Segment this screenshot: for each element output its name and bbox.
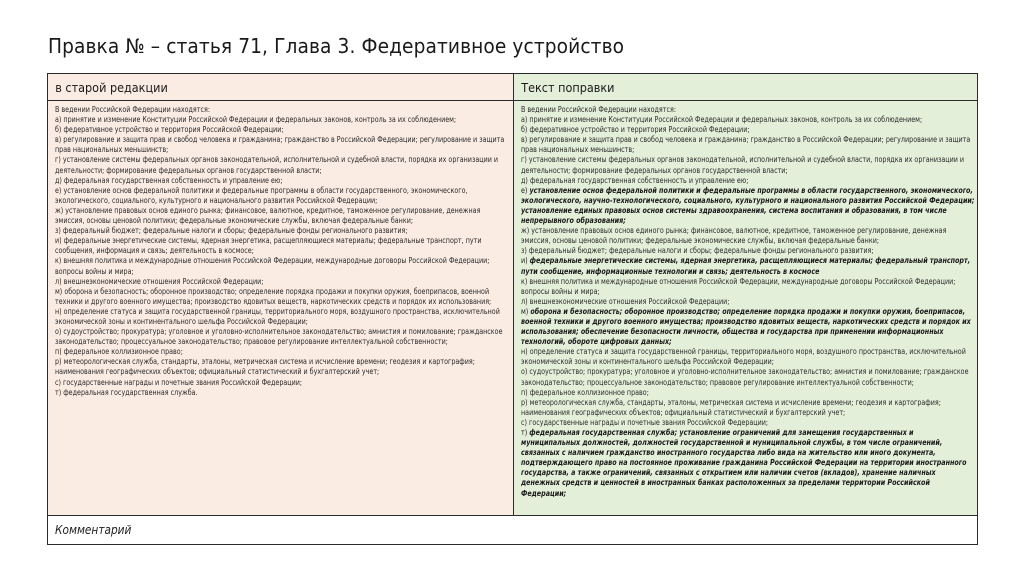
new-item: [521, 277, 975, 297]
new-item: [521, 398, 975, 418]
item-text: внешнеэкономические отношения Российской Федерации;: [529, 296, 730, 306]
new-item-changed: [521, 307, 975, 347]
new-item: [521, 347, 975, 367]
header-old-label: в старой редакции: [55, 80, 168, 95]
item-label: б): [521, 125, 530, 135]
item-label: р): [521, 397, 530, 407]
new-intro: В ведении Российской Федерации находятся:: [521, 105, 676, 114]
item-text: судоустройство; прокуратура; уголовное и уголовно-исполнительное законодательство; амнистия и помилование; гражданское законодательство; процессуальное законодательство; правовое регулирование интеллектуальной собственности;: [521, 367, 969, 387]
old-edition-cell: [48, 101, 514, 516]
new-item: [521, 125, 975, 135]
old-item: е) установление основ федеральной политики и федеральные программы в области государственного, экономического, экологического, социального, культурного и национального развития Российской Федерации;: [55, 185, 468, 205]
item-text: федеральные энергетические системы, ядерная энергетика, расщепляющиеся материалы; федеральный транспорт, пути сообщение, информационные технологии и связь; деятельность в космосе: [521, 256, 971, 276]
old-item: ж) установление правовых основ единого рынка; финансовое, валютное, кредитное, таможенное регулирование, денежная эмиссия, основы ценовой политики; федеральные экономические службы, включая федеральные банки;: [55, 205, 481, 226]
item-text: федеральный бюджет; федеральные налоги и сборы; федеральные фонды регионального развития;: [528, 246, 874, 256]
item-label: д): [521, 175, 530, 185]
new-item: [521, 135, 975, 155]
header-old-edition: [48, 74, 514, 101]
old-edition-text: [55, 105, 509, 398]
comment-label: Комментарий: [55, 523, 132, 537]
old-item: к) внешняя политика и международные отношения Российской Федерации, международные договоры Российской Федерации; вопросы войны и мира;: [55, 256, 490, 276]
item-text: установление правовых основ единого рынка; финансовое, валютное, кредитное, таможенное регулирование, денежная эмиссия, основы ценовой политики; федеральные экономические службы, включая федеральные банки;: [521, 226, 947, 246]
item-text: федеральная государственная собственность и управление ею;: [529, 175, 749, 185]
item-label: и): [521, 256, 530, 266]
item-text: федеративное устройство и территория Российской Федерации;: [529, 125, 750, 135]
new-item-changed: [521, 428, 975, 499]
new-item: [521, 367, 975, 387]
new-item: [521, 226, 975, 246]
item-text: принятие и изменение Конституции Российской Федерации и федеральных законов, контроль за их соблюдением;: [529, 115, 923, 125]
header-amendment-text: [514, 74, 977, 101]
new-item: [521, 176, 975, 186]
item-label: з): [521, 246, 529, 256]
old-intro: В ведении Российской Федерации находятся:: [55, 105, 210, 114]
old-item: и) федеральные энергетические системы, ядерная энергетика, расщепляющиеся материалы; федеральные транспорт, пути сообщения, информация и связь; деятельность в космосе;: [55, 236, 482, 256]
page-title: Правка № – статья 71, Глава 3. Федеративное устройство: [48, 34, 625, 58]
item-text: регулирование и защита прав и свобод человека и гражданина; гражданство в Российской Федерации; регулирование и защита прав национальных меньшинств;: [521, 135, 971, 155]
item-text: определение статуса и защита государственной границы, территориального моря, воздушного пространства, исключительной экономической зоны и континентального шельфа Российской Федерации;: [521, 347, 966, 367]
item-text: метеорологическая служба, стандарты, эталоны, метрическая система и исчисление времени; геодезия и картография; наименования географических объектов; официальный статистический и бухгалтерский учет;: [521, 397, 941, 417]
old-item: д) федеральная государственная собственность и управление ею;: [55, 175, 283, 185]
comment-row: [48, 516, 977, 544]
item-text: установление системы федеральных органов законодательной, исполнительной и судебной власти, порядка их организации и деятельности; формирование федеральных органов государственной власти;: [521, 155, 965, 175]
item-label: т): [521, 428, 530, 437]
old-item: с) государственные награды и почетные звания Российской Федерации;: [55, 377, 303, 387]
old-item: р) метеорологическая служба, стандарты, эталоны, метрическая система и исчисление времени; геодезия и картография; наименования географических объектов; официальный статистический и бухгалтерский учет;: [55, 357, 475, 377]
new-item: [521, 418, 975, 428]
item-label: л): [521, 296, 530, 306]
old-item: о) судоустройство; прокуратура; уголовное и уголовно-исполнительное законодательство; амнистия и помилование; гражданское законодательство; процессуальное законодательство; правовое регулирование интеллектуальной собственности;: [55, 327, 503, 347]
item-label: е): [521, 185, 530, 195]
new-item-changed: [521, 256, 975, 276]
old-item: п) федеральное коллизионное право;: [55, 347, 183, 357]
new-item: [521, 388, 975, 398]
old-item: н) определение статуса и защита государственной границы, территориального моря, воздушного пространства, исключительной экономической зоны и континентального шельфа Российской Федерации;: [55, 306, 500, 326]
new-item: [521, 115, 975, 125]
comparison-table: [47, 73, 978, 545]
item-text: федеральное коллизионное право;: [529, 387, 649, 397]
new-item: [521, 297, 975, 307]
item-label: к): [521, 276, 530, 286]
item-label: в): [521, 135, 530, 145]
item-text: оборона и безопасность; оборонное производство; определение порядка продажи и покупки оружия, боеприпасов, военной техники и другого военного имущества; производство ядовитых веществ, наркотических средств и порядок их использования; обеспечение безопасности личности, общества и государства при применении информационных технологий, обороте цифровых данных;: [521, 306, 971, 347]
old-item: м) оборона и безопасность; оборонное производство; определение порядка продажи и покупки оружия, боеприпасов, военной техники и другого военного имущества; производство ядовитых веществ, наркотических средств и порядок их использования;: [55, 286, 492, 306]
item-label: н): [521, 347, 530, 357]
item-text: федеральная государственная служба; установление ограничений для замещения государственных и муниципальных должностей, должностей государственной и муниципальной службы, в том числе ограничений, связанных с наличием гражданство иностранного государства либо вида на жительство или иного документа, подтверждающего право на постоянное проживание гражданина Российской Федерации на территории иностранного государства, а также ограничений, связанных с открытием или наличии счетов (вкладов), хранение наличных денежных средств и ценностей в иностранных банках расположенных за пределами территории Российской Федерации;: [521, 428, 967, 498]
old-item: г) установление системы федеральных органов законодательной, исполнительной и судебной власти, порядка их организации и деятельности; формирование федеральных органов государственной власти;: [55, 155, 499, 175]
amendment-text: [521, 105, 975, 499]
item-label: г): [521, 155, 529, 165]
old-item: б) федеративное устройство и территория Российской Федерации;: [55, 125, 284, 135]
old-item: в) регулирование и защита прав и свобод человека и гражданина; гражданство в Российской Федерации; регулирование и защита прав национальных меньшинств;: [55, 135, 505, 155]
item-label: а): [521, 115, 530, 125]
header-new-label: Текст поправки: [521, 80, 615, 95]
old-item: з) федеральный бюджет; федеральные налоги и сборы; федеральные фонды регионального развития;: [55, 226, 408, 236]
item-label: м): [521, 306, 531, 316]
item-label: с): [521, 417, 530, 427]
new-item: [521, 246, 975, 256]
item-text: государственные награды и почетные звания Российской Федерации;: [529, 417, 769, 427]
new-item: [521, 155, 975, 175]
item-label: п): [521, 387, 530, 397]
item-text: внешняя политика и международные отношения Российской Федерации, международные договоры Российской Федерации; вопросы войны и мира;: [521, 276, 956, 296]
old-item: а) принятие и изменение Конституции Российской Федерации и федеральных законов, контроль за их соблюдением;: [55, 115, 457, 125]
item-label: ж): [521, 226, 532, 236]
item-label: о): [521, 367, 530, 377]
new-item-changed: [521, 186, 975, 226]
item-text: установление основ федеральной политики и федеральные программы в области государственного, экономического, экологического, научно-технологического, социального, культурного и национального развития Российской Федерации; установление единых правовых основ системы здравоохранения, система воспитания и образования, в том числе непрерывного образования;: [521, 185, 975, 226]
old-item: т) федеральная государственная служба.: [55, 387, 198, 397]
amendment-text-cell: [514, 101, 977, 516]
old-item: л) внешнеэкономические отношения Российской Федерации;: [55, 276, 264, 286]
